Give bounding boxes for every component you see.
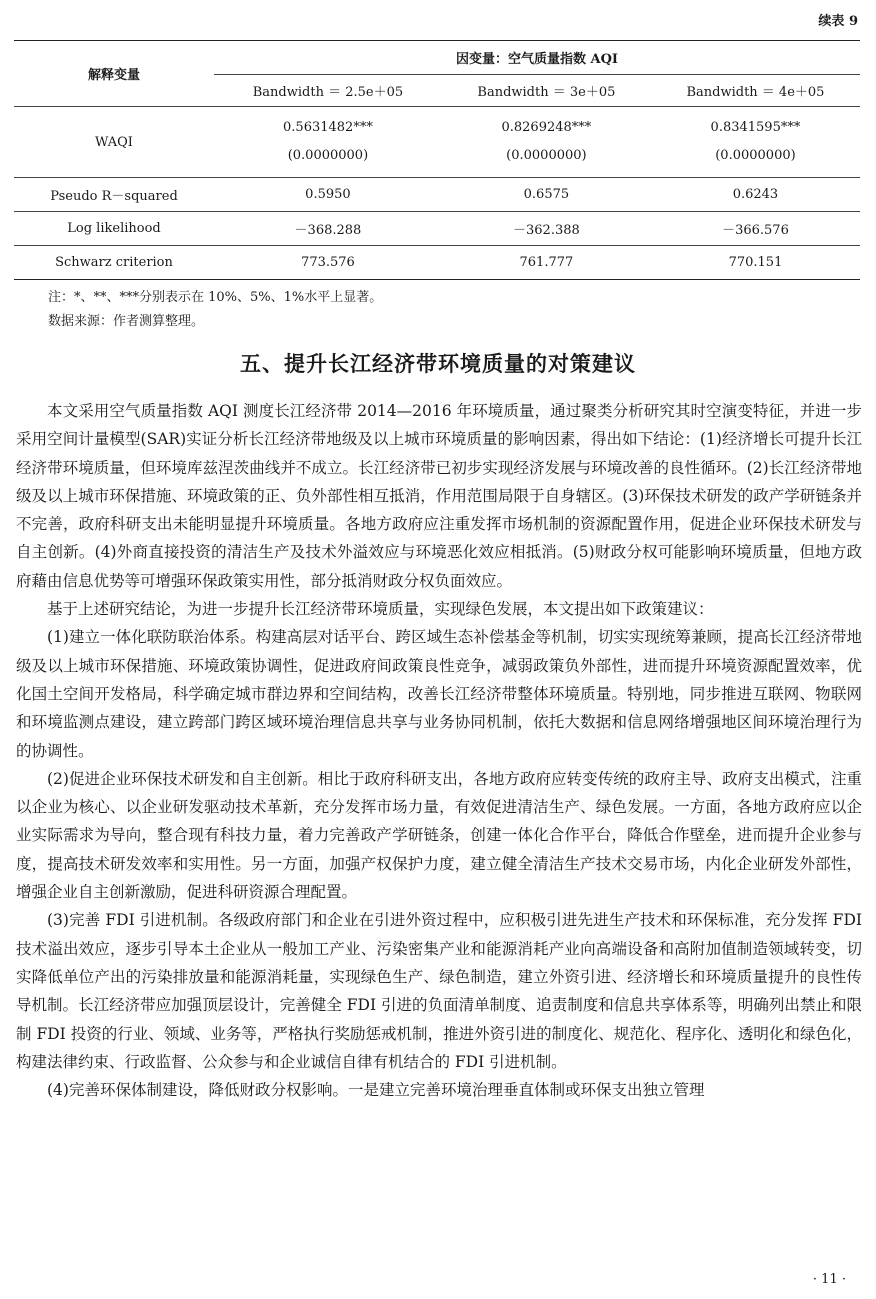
p-value: (0.0000000) — [287, 148, 369, 163]
coefficient: 0.8341595*** — [710, 120, 801, 135]
table-cell: －368.288 — [214, 212, 442, 246]
regression-table — [14, 40, 860, 280]
table-cell: 773.576 — [214, 246, 442, 280]
bandwidth-header-1: Bandwidth ＝ 2.5e＋05 — [214, 75, 442, 107]
table-cell: 0.6575 — [442, 178, 651, 212]
bandwidth-header-2: Bandwidth ＝ 3e＋05 — [442, 75, 651, 107]
dependent-variable-header: 因变量：空气质量指数 AQI — [214, 41, 860, 75]
waqi-cell-2 — [442, 107, 651, 178]
paragraph-suggestion-1: (1)建立一体化联防联治体系。构建高层对话平台、跨区域生态补偿基金等机制，切实实现统筹兼顾，提高长江经济带地级及以上城市环保措施、环境政策协调性，促进政府间政策良性竞争，减弱政策负外部性，进而提升环境资源配置效率，优化国土空间开发格局，科学确定城市群边界和空间结构，改善长江经济带整体环境质量。特别地，同步推进互联网、物联网和环境监测点建设，建立跨部门跨区域环境治理信息共享与业务协同机制，依托大数据和信息网络增强地区间环境治理行为的协调性。 — [16, 628, 862, 760]
paragraph-intro-suggestions: 基于上述研究结论，为进一步提升长江经济带环境质量，实现绿色发展，本文提出如下政策建议： — [47, 600, 714, 619]
body-text — [16, 397, 862, 1104]
row-label-log-likelihood: Log likelihood — [14, 212, 214, 246]
data-source-note: 数据来源：作者测算整理。 — [48, 314, 205, 329]
paragraph-conclusions: 本文采用空气质量指数 AQI 测度长江经济带 2014—2016 年环境质量，通过聚类分析研究其时空演变特征，并进一步采用空间计量模型(SAR)实证分析长江经济带地级及以上城市环境质量的影响因素，得出如下结论：(1)经济增长可提升长江经济带环境质量，但环境库兹涅茨曲线并不成立。长江经济带已初步实现经济发展与环境改善的良性循环。(2)长江经济带地级及以上城市环保措施、环境政策的正、负外部性相互抵消，作用范围局限于自身辖区。(3)环保技术研发的政产学研链条并不完善，政府科研支出未能明显提升环境质量。各地方政府应注重发挥市场机制的资源配置作用，促进企业环保技术研发与自主创新。(4)外商直接投资的清洁生产及技术外溢效应与环境恶化效应相抵消。(5)财政分权可能影响环境质量，但地方政府藉由信息优势等可增强环保政策实用性，部分抵消财政分权负面效应。 — [16, 402, 862, 590]
p-value: (0.0000000) — [715, 148, 796, 163]
row-label-waqi: WAQI — [14, 107, 214, 178]
waqi-cell-3 — [651, 107, 860, 178]
table-cell: 770.151 — [651, 246, 860, 280]
bandwidth-header-3: Bandwidth ＝ 4e＋05 — [651, 75, 860, 107]
table-cell: 0.5950 — [214, 178, 442, 212]
coefficient: 0.8269248*** — [501, 120, 592, 135]
paragraph-suggestion-3: (3)完善 FDI 引进机制。各级政府部门和企业在引进外资过程中，应积极引进先进生产技术和环保标准，充分发挥 FDI 技术溢出效应，逐步引导本土企业从一般加工产业、污染密集产业和能源消耗产业向高端设备和高附加值制造领域转变，切实降低单位产出的污染排放量和能源消耗量，实现绿色生产、绿色制造，建立外资引进、经济增长和环境质量提升的良性传导机制。长江经济带应加强顶层设计，完善健全 FDI 引进的负面清单制度、追责制度和信息共享体系等，明确列出禁止和限制 FDI 投资的行业、领域、业务等，严格执行奖励惩戒机制，推进外资引进的制度化、规范化、程序化、透明化和绿色化，构建法律约束、行政监督、公众参与和企业诚信自律有机结合的 FDI 引进机制。 — [16, 911, 862, 1071]
table-notes — [48, 286, 382, 334]
explanatory-variable-header: 解释变量 — [14, 41, 214, 107]
p-value: (0.0000000) — [506, 148, 587, 163]
page-number: · 11 · — [812, 1272, 846, 1287]
table-cell: 0.6243 — [651, 178, 860, 212]
table-cell: 761.777 — [442, 246, 651, 280]
paragraph-suggestion-4: (4)完善环保体制建设，降低财政分权影响。一是建立完善环境治理垂直体制或环保支出独立管理 — [47, 1081, 705, 1100]
section-title: 五、提升长江经济带环境质量的对策建议 — [240, 351, 636, 376]
paragraph-suggestion-2: (2)促进企业环保技术研发和自主创新。相比于政府科研支出，各地方政府应转变传统的政府主导、政府支出模式，注重以企业为核心、以企业研发驱动技术革新，充分发挥市场力量，有效促进清洁生产、绿色发展。一方面，各地方政府应以企业实际需求为导向，整合现有科技力量，着力完善政产学研链条，创建一体化合作平台，降低合作壁垒，进而提升企业参与度，提高技术研发效率和实用性。另一方面，加强产权保护力度，建立健全清洁生产技术交易市场，内化企业研发外部性，增强企业自主创新激励，促进科研资源合理配置。 — [16, 769, 862, 902]
significance-note: 注：*、**、***分别表示在 10%、5%、1%水平上显著。 — [48, 290, 383, 305]
table-cell: －362.388 — [442, 212, 651, 246]
row-label-schwarz: Schwarz criterion — [14, 246, 214, 280]
waqi-cell-1 — [214, 107, 442, 178]
table-cell: －366.576 — [651, 212, 860, 246]
continued-table-label: 续表 9 — [818, 14, 858, 29]
row-label-pseudo-r2: Pseudo R－squared — [14, 178, 214, 212]
coefficient: 0.5631482*** — [283, 120, 373, 135]
